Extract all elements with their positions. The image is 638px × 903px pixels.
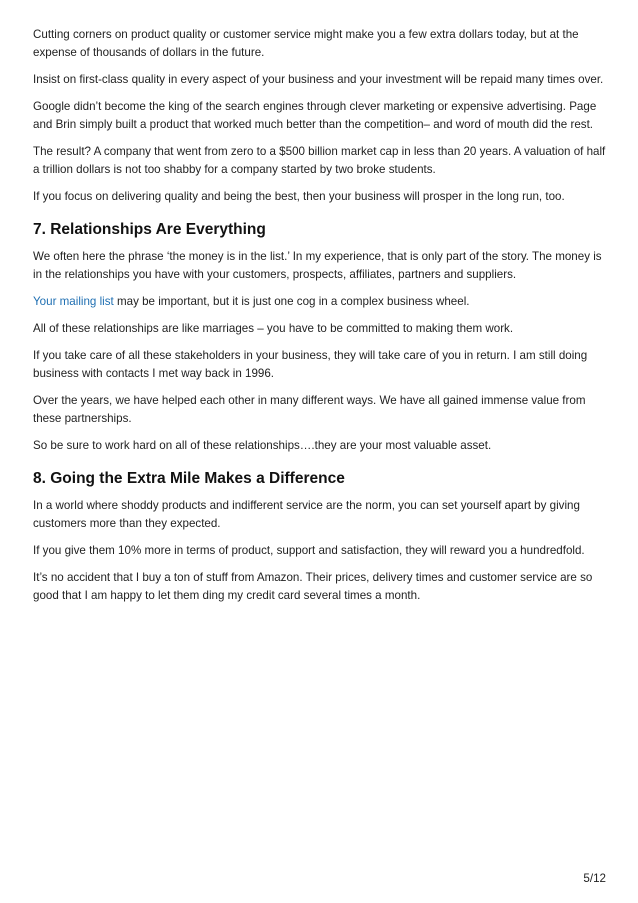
mailing-list-text: may be important, but it is just one cog in a complex business wheel. — [113, 295, 470, 308]
paragraph-shoddy-products: In a world where shoddy products and indifferent service are the norm, you can set yourself apart by giving customers more than they expected. — [33, 499, 580, 530]
section-heading-extra-mile: 8. Going the Extra Mile Makes a Difference — [33, 470, 345, 487]
section-heading-relationships: 7. Relationships Are Everything — [33, 221, 266, 238]
paragraph-focus-on-quality: If you focus on delivering quality and being the best, then your business will prosper in the long run, too. — [33, 190, 565, 203]
paragraph-ten-percent: If you give them 10% more in terms of product, support and satisfaction, they will reward you a hundredfold. — [33, 544, 585, 557]
page-number: 5/12 — [583, 872, 606, 885]
paragraph-first-class-quality: Insist on first-class quality in every aspect of your business and your investment will be repaid many times over. — [33, 73, 604, 86]
paragraph-partnerships: Over the years, we have helped each other in many different ways. We have all gained immense value from these partnerships. — [33, 394, 586, 425]
paragraph-marriages: All of these relationships are like marriages – you have to be committed to making them work. — [33, 322, 514, 335]
paragraph-result: The result? A company that went from zero to a $500 billion market cap in less than 20 years. A valuation of half a trillion dollars is not too shabby for a company started by two broke students. — [33, 145, 606, 176]
paragraph-google-example: Google didn’t become the king of the search engines through clever marketing or expensive advertising. Page and Brin simply built a product that worked much better than the competition– and word of mouth did the rest. — [33, 100, 597, 131]
document-page — [33, 26, 608, 614]
paragraph-cutting-corners: Cutting corners on product quality or customer service might make you a few extra dollars today, but at the expense of thousands of dollars in the future. — [33, 28, 579, 59]
mailing-list-link[interactable]: Your mailing list — [33, 295, 114, 308]
paragraph-valuable-asset: So be sure to work hard on all of these relationships….they are your most valuable asset. — [33, 439, 492, 452]
paragraph-money-in-list: We often here the phrase ‘the money is in the list.’ In my experience, that is only part of the story. The money is in the relationships you have with your customers, prospects, affiliates, partners and suppliers. — [33, 250, 602, 281]
paragraph-stakeholders: If you take care of all these stakeholders in your business, they will take care of you in return. I am still doing business with contacts I met way back in 1996. — [33, 349, 588, 380]
paragraph-mailing-list — [33, 293, 608, 311]
paragraph-amazon: It’s no accident that I buy a ton of stuff from Amazon. Their prices, delivery times and customer service are so good that I am happy to let them ding my credit card several times a month. — [33, 571, 593, 602]
